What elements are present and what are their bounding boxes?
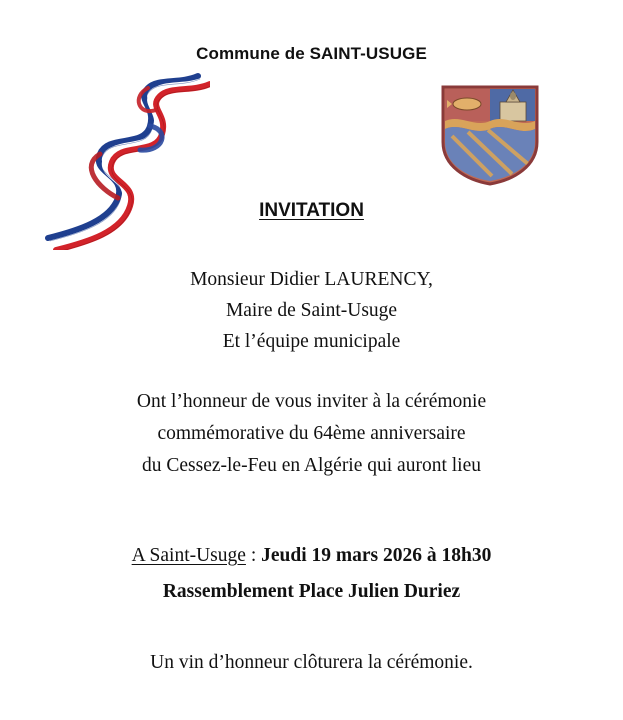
event-separator: : [245,545,262,566]
host-line-team: Et l’équipe municipale [222,331,401,352]
body-line-1: Ont l’honneur de vous inviter à la cérémonie [136,391,487,412]
commune-title: Commune de SAINT-USUGE [196,44,427,63]
host-line-mayor: Monsieur Didier LAURENCY, [190,269,433,290]
body-line-3: du Cessez-le-Feu en Algérie qui auront lieu [142,455,481,476]
event-when-line [0,538,623,574]
invitation-body [0,386,623,482]
body-line-2: commémorative du 64ème anniversaire [157,423,466,444]
invitation-heading [0,200,623,222]
event-meeting-point: Rassemblement Place Julien Duriez [162,581,461,602]
host-line-role: Maire de Saint-Usuge [225,300,398,321]
invitation-title: INVITATION [259,200,364,221]
closing-line: Un vin d’honneur clôturera la cérémonie. [150,652,473,673]
coat-of-arms-icon [440,84,540,186]
event-location: A Saint-Usuge [131,545,246,566]
event-datetime: Jeudi 19 mars 2026 à 18h30 [261,545,492,566]
event-details [0,538,623,610]
tricolor-ribbon-icon [40,70,210,250]
host-block [0,264,623,357]
